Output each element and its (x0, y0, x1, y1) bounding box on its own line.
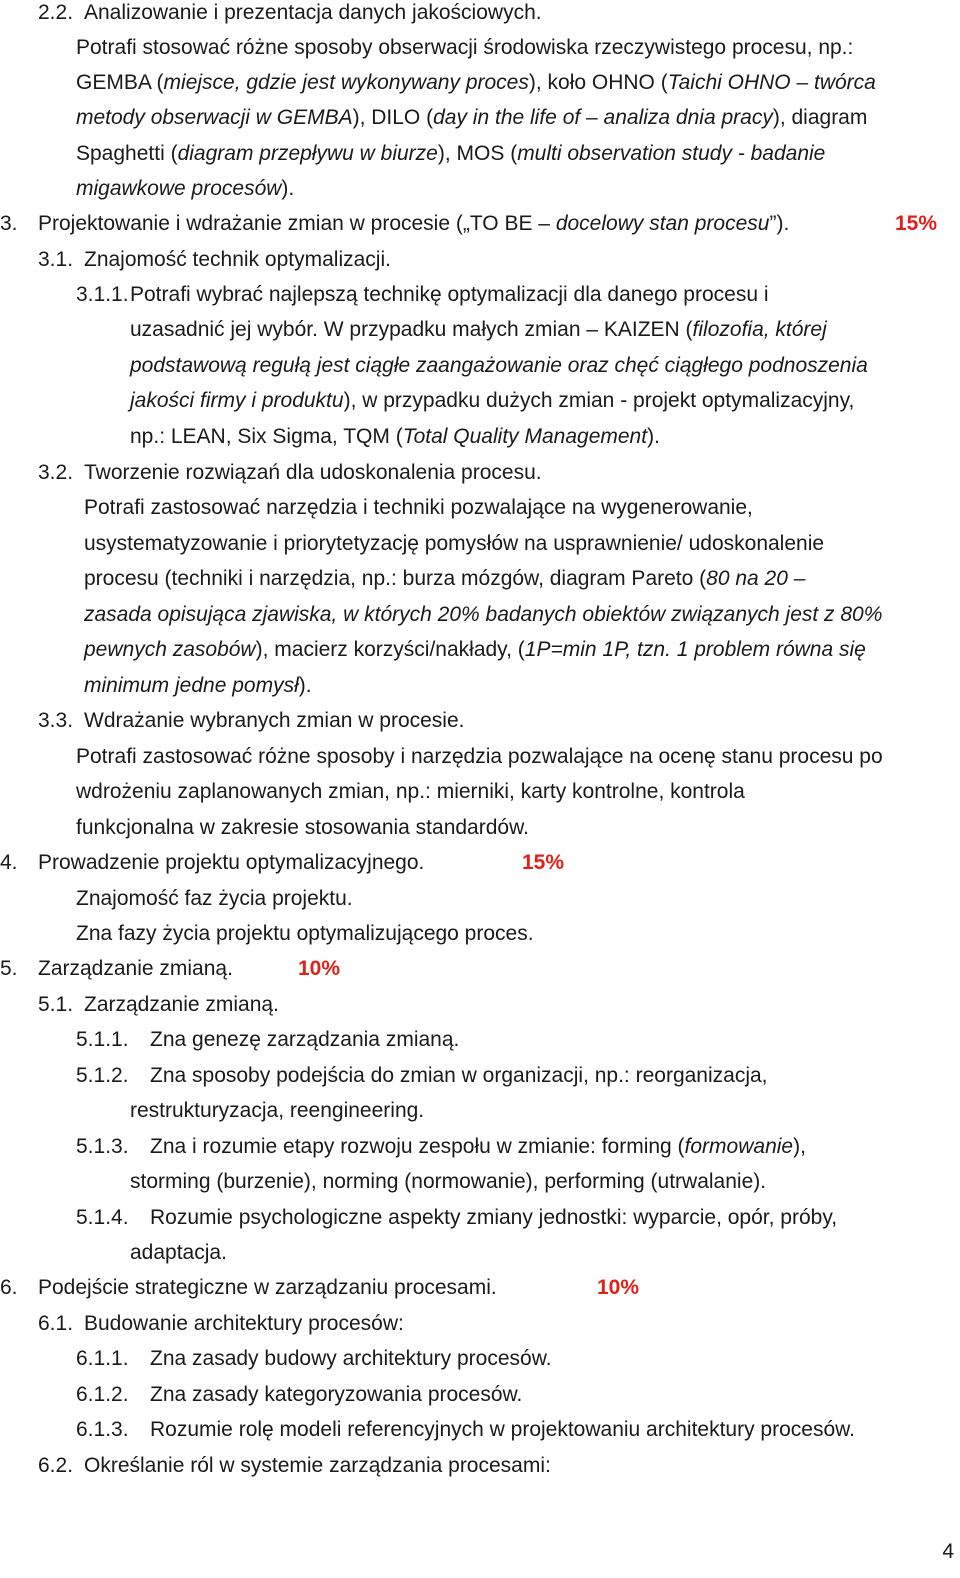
line-text (76, 136, 825, 171)
section-number: 5.1.1. (76, 1028, 129, 1051)
plain-text: ”). (769, 212, 790, 235)
line-text: wdrożeniu zaplanowanych zmian, np.: mierniki, karty kontrolne, kontrola (76, 780, 745, 803)
italic-text: jakości firmy i produktu (130, 389, 344, 412)
line-text: Zna sposoby podejścia do zmian w organizacji, np.: reorganizacja, (150, 1064, 768, 1087)
plain-text: ), diagram (772, 106, 868, 129)
line-text (130, 348, 868, 383)
italic-text: formowanie (684, 1135, 794, 1158)
section-number: 6.1.3. (76, 1418, 129, 1441)
line-text (76, 100, 867, 135)
section-number: 3.2. (38, 461, 74, 484)
italic-text: metody obserwacji w GEMBA (76, 106, 353, 129)
line-text: Potrafi zastosować różne sposoby i narzędzia pozwalające na ocenę stanu procesu po (76, 745, 883, 768)
italic-text: docelowy stan procesu (555, 212, 770, 235)
section-number: 6.1.2. (76, 1383, 129, 1406)
weight-percent: 15% (522, 851, 565, 874)
italic-text: Total Quality Management (402, 425, 648, 448)
line-text: Potrafi wybrać najlepszą technikę optymalizacji dla danego procesu i (130, 283, 769, 306)
line-text (150, 1129, 806, 1164)
line-text: usystematyzowanie i priorytetyzację pomysłów na usprawnienie/ udoskonalenie (84, 532, 825, 555)
line-text: Zarządzanie zmianą. (38, 957, 233, 980)
plain-text: ), macierz korzyści/nakłady, ( (255, 638, 525, 661)
plain-text: ). (281, 177, 295, 200)
line-text: Zna fazy życia projektu optymalizującego proces. (76, 922, 534, 945)
plain-text: ). (298, 674, 312, 697)
line-text: Zna zasady budowy architektury procesów. (150, 1347, 552, 1370)
italic-text: migawkowe procesów (76, 177, 282, 200)
line-text: Znajomość faz życia projektu. (76, 887, 353, 910)
line-text: Wdrażanie wybranych zmian w procesie. (84, 709, 465, 732)
line-text: Rozumie rolę modeli referencyjnych w projektowaniu architektury procesów. (150, 1418, 855, 1441)
line-text: adaptacja. (130, 1241, 227, 1264)
italic-text: zasada opisująca zjawiska, w których 20% badanych obiektów związanych jest z 80% (84, 603, 883, 626)
plain-text: ), MOS ( (437, 142, 518, 165)
plain-text: ), DILO ( (352, 106, 434, 129)
weight-percent: 15% (895, 212, 938, 235)
line-text: Zna genezę zarządzania zmianą. (150, 1028, 460, 1051)
plain-text: uzasadnić jej wybór. W przypadku małych zmian – KAIZEN ( (130, 318, 693, 341)
line-text (76, 65, 876, 100)
section-number: 6.2. (38, 1454, 74, 1477)
plain-text: ). (647, 425, 660, 448)
line-text (38, 206, 789, 241)
italic-text: 1P=min 1P, tzn. 1 problem równa się (524, 638, 866, 661)
italic-text: multi observation study - badanie (517, 142, 826, 165)
line-text: Potrafi stosować różne sposoby obserwacji środowiska rzeczywistego procesu, np.: (76, 36, 854, 59)
line-text (130, 383, 854, 418)
italic-text: 80 na 20 – (706, 567, 806, 590)
line-text: Analizowanie i prezentacja danych jakościowych. (84, 1, 542, 24)
line-text (130, 419, 660, 454)
line-text: Podejście strategiczne w zarządzaniu procesami. (38, 1276, 497, 1299)
section-number: 3.3. (38, 709, 74, 732)
italic-text: minimum jedne pomysł (84, 674, 299, 697)
weight-percent: 10% (597, 1276, 640, 1299)
line-text: Tworzenie rozwiązań dla udoskonalenia procesu. (84, 461, 542, 484)
plain-text: ), (793, 1135, 806, 1158)
plain-text: np.: LEAN, Six Sigma, TQM ( (130, 425, 403, 448)
line-text: Zna zasady kategoryzowania procesów. (150, 1383, 523, 1406)
line-text: funkcjonalna w zakresie stosowania standardów. (76, 816, 529, 839)
line-text (84, 668, 312, 703)
line-text: Rozumie psychologiczne aspekty zmiany jednostki: wyparcie, opór, próby, (150, 1206, 838, 1229)
line-text (76, 171, 294, 206)
line-text (84, 597, 882, 632)
italic-text: day in the life of – analiza dnia pracy (433, 106, 773, 129)
section-number: 3.1.1. (76, 283, 129, 306)
plain-text: ), w przypadku dużych zmian - projekt optymalizacyjny, (343, 389, 855, 412)
line-text: Znajomość technik optymalizacji. (84, 248, 391, 271)
line-text: Prowadzenie projektu optymalizacyjnego. (38, 851, 425, 874)
line-text (130, 312, 827, 347)
section-number: 5.1.2. (76, 1064, 129, 1087)
section-number: 5. (0, 957, 18, 980)
line-text (84, 632, 866, 667)
plain-text: procesu (techniki i narzędzia, np.: burza mózgów, diagram Pareto ( (84, 567, 707, 590)
section-number: 6. (0, 1276, 18, 1299)
line-text: Potrafi zastosować narzędzia i techniki pozwalające na wygenerowanie, (84, 496, 753, 519)
section-number: 3.1. (38, 248, 74, 271)
section-number: 5.1.4. (76, 1206, 129, 1229)
section-number: 6.1. (38, 1312, 74, 1335)
italic-text: miejsce, gdzie jest wykonywany proces (163, 71, 529, 94)
plain-text: Projektowanie i wdrażanie zmian w procesie („TO BE – (38, 212, 556, 235)
line-text: storming (burzenie), norming (normowanie), performing (utrwalanie). (130, 1170, 767, 1193)
section-number: 4. (0, 851, 18, 874)
line-text: Określanie ról w systemie zarządzania procesami: (84, 1454, 551, 1477)
line-text: Zarządzanie zmianą. (84, 993, 279, 1016)
plain-text: Spaghetti ( (76, 142, 178, 165)
section-number: 5.1.3. (76, 1135, 129, 1158)
section-number: 5.1. (38, 993, 74, 1016)
italic-text: podstawową regułą jest ciągłe zaangażowanie oraz chęć ciągłego podnoszenia (130, 354, 868, 377)
weight-percent: 10% (298, 957, 341, 980)
italic-text: diagram przepływu w biurze (177, 142, 438, 165)
section-number: 2.2. (38, 1, 74, 24)
plain-text: ), koło OHNO ( (528, 71, 668, 94)
plain-text: Zna i rozumie etapy rozwoju zespołu w zmianie: forming ( (150, 1135, 685, 1158)
line-text (84, 561, 805, 596)
italic-text: filozofia, której (692, 318, 827, 341)
section-number: 3. (0, 212, 18, 235)
section-number: 6.1.1. (76, 1347, 129, 1370)
line-text: restrukturyzacja, reengineering. (130, 1099, 425, 1122)
line-text: Budowanie architektury procesów: (84, 1312, 404, 1335)
italic-text: pewnych zasobów (84, 638, 256, 661)
plain-text: GEMBA ( (76, 71, 164, 94)
page-number: 4 (942, 1540, 954, 1563)
italic-text: Taichi OHNO – twórca (667, 71, 876, 94)
